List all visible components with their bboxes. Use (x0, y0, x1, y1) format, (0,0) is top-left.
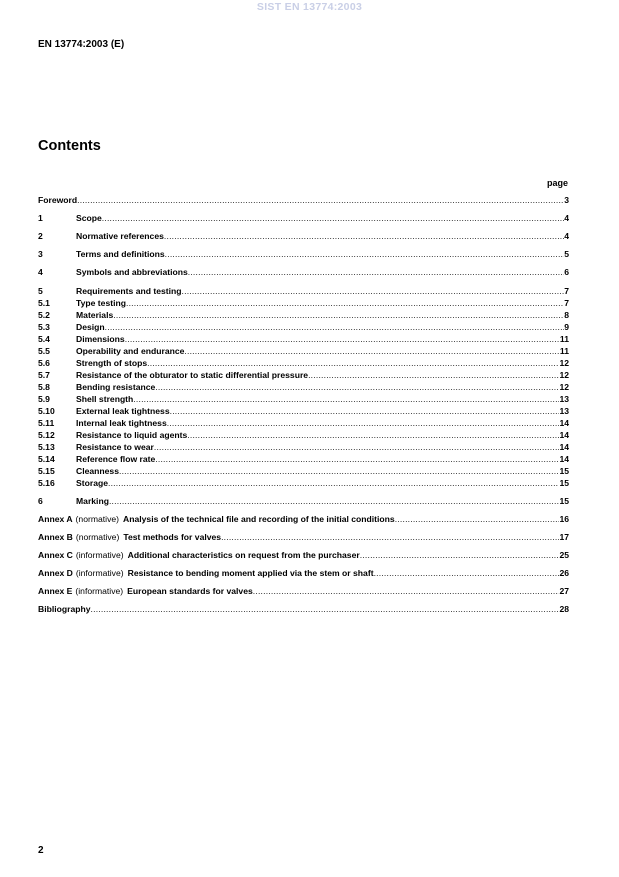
toc-entry[interactable] (38, 231, 569, 242)
toc-entry-title: Foreword (38, 195, 78, 205)
leader-dots (113, 310, 564, 321)
toc-entry-page: 6 (564, 267, 569, 277)
toc-entry-page: 25 (559, 550, 569, 560)
toc-entry-number: 6 (38, 496, 43, 506)
leader-dots (147, 358, 559, 369)
toc-entry-page: 14 (559, 418, 569, 428)
annex-type: (normative) (75, 514, 120, 524)
toc-entry[interactable] (38, 213, 569, 224)
toc-entry-number: 5.3 (38, 322, 50, 332)
toc-entry[interactable] (38, 442, 569, 453)
toc-entry-title: Terms and definitions (76, 249, 165, 259)
leader-dots (155, 454, 559, 465)
toc-entry-page: 4 (564, 213, 569, 223)
toc-entry-page: 13 (559, 406, 569, 416)
annex-label: Annex E (38, 586, 73, 596)
toc-entry[interactable] (38, 346, 569, 357)
toc-entry-title: Cleanness (76, 466, 119, 476)
leader-dots (188, 267, 564, 278)
toc-entry-title: Shell strength (76, 394, 134, 404)
contents-heading: Contents (38, 138, 101, 154)
toc-entry-title: Dimensions (76, 334, 125, 344)
toc-entry-number: 5.13 (38, 442, 55, 452)
toc-entry-page: 15 (559, 478, 569, 488)
toc-entry-number: 5.11 (38, 418, 55, 428)
toc-entry[interactable] (38, 358, 569, 369)
toc-entry-page: 5 (564, 249, 569, 259)
leader-dots (374, 568, 560, 579)
toc-entry-page: 17 (559, 532, 569, 542)
toc-entry-number: 5.6 (38, 358, 50, 368)
leader-dots (126, 298, 564, 309)
toc-annex-a[interactable] (38, 514, 569, 525)
toc-entry[interactable] (38, 382, 569, 393)
page-number: 2 (38, 845, 44, 856)
toc-entry-title: Reference flow rate (76, 454, 156, 464)
toc-entry-title: Resistance to liquid agents (76, 430, 188, 440)
annex-title: European standards for valves (127, 586, 253, 596)
toc-entry-number: 5.5 (38, 346, 50, 356)
toc-entry-title: Storage (76, 478, 108, 488)
toc-entry-title: Internal leak tightness (76, 418, 167, 428)
toc-entry-number: 5.15 (38, 466, 55, 476)
watermark: SIST EN 13774:2003 (256, 1, 363, 13)
toc-entry-page: 7 (564, 298, 569, 308)
leader-dots (308, 370, 559, 381)
leader-dots (395, 514, 560, 525)
toc-entry[interactable] (38, 496, 569, 507)
toc-entry[interactable] (38, 286, 569, 297)
leader-dots (109, 496, 559, 507)
toc-entry[interactable] (38, 310, 569, 321)
leader-dots (170, 406, 560, 417)
annex-label: Annex C (38, 550, 73, 560)
toc-entry-page: 12 (559, 358, 569, 368)
toc-entry[interactable] (38, 466, 569, 477)
toc-entry-page: 26 (559, 568, 569, 578)
toc-entry-page: 8 (564, 310, 569, 320)
toc-entry[interactable] (38, 370, 569, 381)
toc-entry-number: 5.8 (38, 382, 50, 392)
toc-annex-c[interactable] (38, 550, 569, 561)
toc-entry-page: 4 (564, 231, 569, 241)
toc-entry-page: 14 (559, 430, 569, 440)
toc-entry[interactable] (38, 298, 569, 309)
toc-entry-number: 5.9 (38, 394, 50, 404)
toc-entry-number: 1 (38, 213, 43, 223)
annex-type: (informative) (75, 568, 124, 578)
leader-dots (105, 322, 565, 333)
toc-entry-number: 5.4 (38, 334, 50, 344)
toc-entry-title: Resistance to wear (76, 442, 154, 452)
toc-entry-number: 5.10 (38, 406, 55, 416)
annex-label: Annex A (38, 514, 73, 524)
toc-entry-number: 4 (38, 267, 43, 277)
toc-entry-title: Symbols and abbreviations (76, 267, 188, 277)
toc-annex-b[interactable] (38, 532, 569, 543)
toc-entry[interactable] (38, 322, 569, 333)
toc-entry-title: Resistance of the obturator to static differential pressure (76, 370, 309, 380)
leader-dots (108, 478, 559, 489)
toc-entry-title: Bending resistance (76, 382, 156, 392)
toc-entry-number: 5.12 (38, 430, 55, 440)
annex-title: Resistance to bending moment applied via the stem or shaft (127, 568, 374, 578)
leader-dots (253, 586, 560, 597)
toc-entry[interactable] (38, 334, 569, 345)
toc-entry-page: 9 (564, 322, 569, 332)
toc-entry[interactable] (38, 454, 569, 465)
leader-dots (125, 334, 560, 345)
toc-entry-page: 12 (559, 382, 569, 392)
toc-entry-page: 11 (559, 346, 569, 356)
toc-entry[interactable] (38, 430, 569, 441)
toc-entry-title: Normative references (76, 231, 164, 241)
leader-dots (154, 442, 560, 453)
toc-entry-page: 27 (559, 586, 569, 596)
toc-entry-page: 14 (559, 454, 569, 464)
toc-entry-title: Requirements and testing (76, 286, 182, 296)
leader-dots (102, 213, 564, 224)
toc-entry[interactable] (38, 418, 569, 429)
toc-entry-page: 12 (559, 370, 569, 380)
toc-entry-number: 5.16 (38, 478, 55, 488)
leader-dots (165, 249, 565, 260)
toc-entry-number: 2 (38, 231, 43, 241)
toc-entry-number: 5 (38, 286, 43, 296)
toc-entry-foreword[interactable] (38, 195, 569, 206)
annex-title: Analysis of the technical file and recording of the initial conditions (123, 514, 395, 524)
toc-entry-number: 5.7 (38, 370, 50, 380)
toc-entry-page: 28 (559, 604, 569, 614)
leader-dots (77, 195, 564, 206)
leader-dots (167, 418, 560, 429)
annex-type: (informative) (75, 586, 124, 596)
toc-entry-title: External leak tightness (76, 406, 170, 416)
leader-dots (360, 550, 560, 561)
toc-entry-bibliography[interactable] (38, 604, 569, 615)
toc-entry-page: 3 (564, 195, 569, 205)
toc-entry-page: 14 (559, 442, 569, 452)
leader-dots (164, 231, 564, 242)
leader-dots (119, 466, 559, 477)
leader-dots (133, 394, 559, 405)
toc-entry-title: Strength of stops (76, 358, 148, 368)
toc-entry-number: 3 (38, 249, 43, 259)
annex-label: Annex D (38, 568, 73, 578)
toc-entry-title: Operability and endurance (76, 346, 185, 356)
document-id: EN 13774:2003 (E) (38, 39, 125, 50)
leader-dots (155, 382, 559, 393)
toc-entry-page: 15 (559, 496, 569, 506)
toc-entry[interactable] (38, 267, 569, 278)
toc-entry-page: 11 (559, 334, 569, 344)
leader-dots (91, 604, 560, 615)
toc-entry-page: 7 (564, 286, 569, 296)
annex-title: Additional characteristics on request from the purchaser (127, 550, 360, 560)
toc-entry-title: Materials (76, 310, 114, 320)
annex-title: Test methods for valves (123, 532, 222, 542)
toc-entry[interactable] (38, 249, 569, 260)
toc-annex-d[interactable] (38, 568, 569, 579)
toc-entry-title: Design (76, 322, 105, 332)
toc-entry[interactable] (38, 406, 569, 417)
toc-entry-title: Scope (76, 213, 102, 223)
toc-entry-number: 5.2 (38, 310, 50, 320)
toc-entry-number: 5.14 (38, 454, 55, 464)
toc-entry-title: Type testing (76, 298, 126, 308)
leader-dots (184, 346, 560, 357)
leader-dots (182, 286, 565, 297)
annex-label: Annex B (38, 532, 73, 542)
page-column-label: page (546, 178, 568, 188)
toc-entry-title: Bibliography (38, 604, 91, 614)
leader-dots (187, 430, 559, 441)
toc-entry[interactable] (38, 394, 569, 405)
toc-entry[interactable] (38, 478, 569, 489)
toc-annex-e[interactable] (38, 586, 569, 597)
toc-entry-page: 15 (559, 466, 569, 476)
annex-type: (normative) (75, 532, 120, 542)
toc-entry-page: 16 (559, 514, 569, 524)
toc-entry-title: Marking (76, 496, 109, 506)
leader-dots (221, 532, 559, 543)
toc-entry-page: 13 (559, 394, 569, 404)
toc-entry-number: 5.1 (38, 298, 50, 308)
annex-type: (informative) (75, 550, 124, 560)
